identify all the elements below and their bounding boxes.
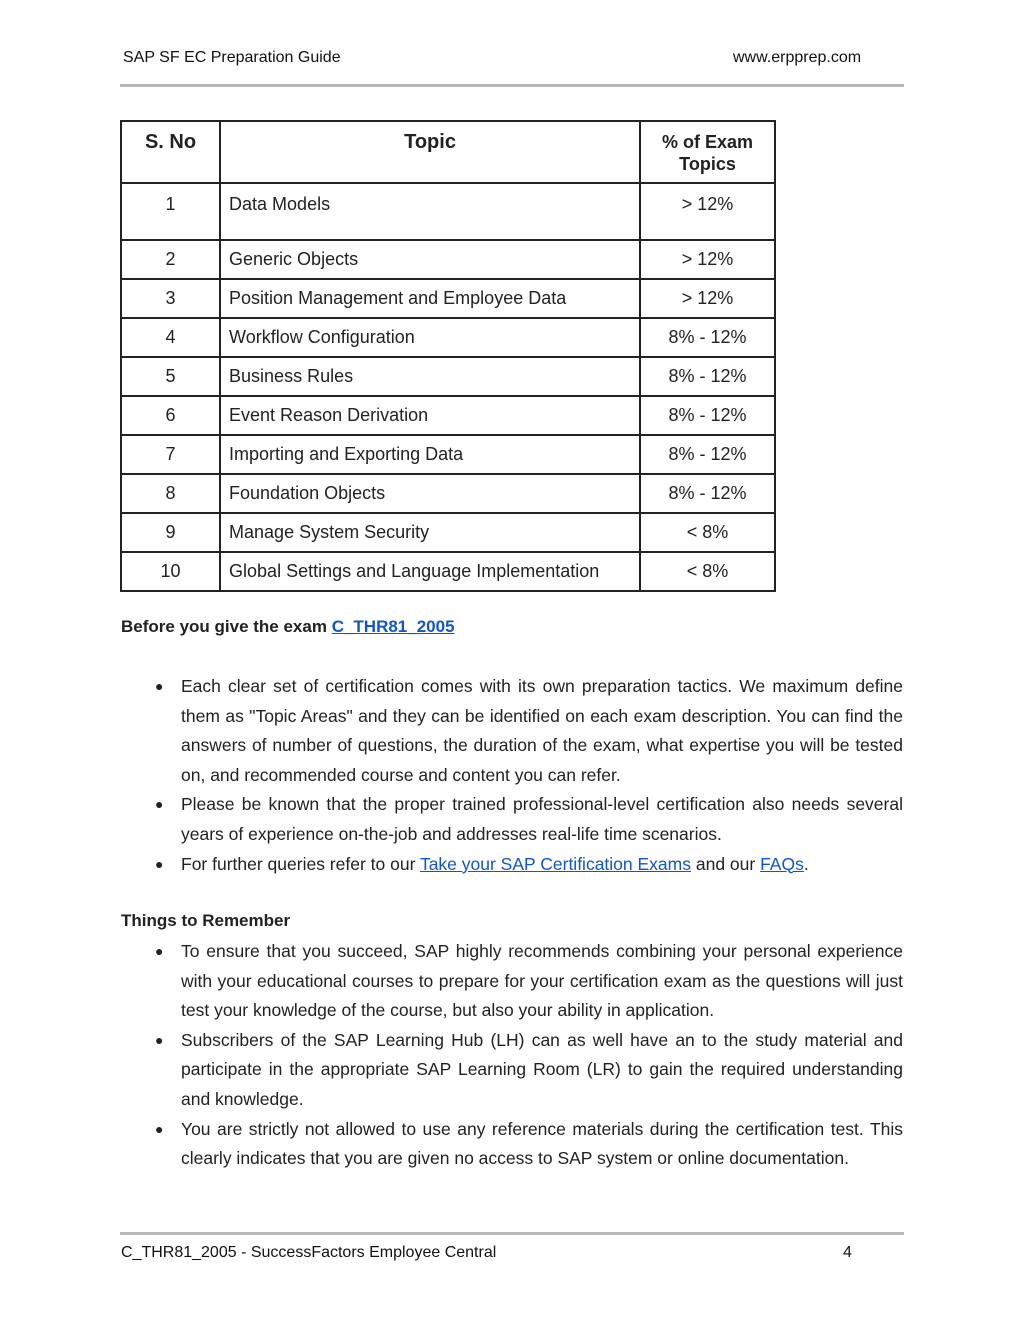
cell-topic: Foundation Objects	[220, 474, 640, 513]
cell-topic: Event Reason Derivation	[220, 396, 640, 435]
header-website: www.erpprep.com	[733, 49, 862, 66]
cell-percentage: 8% - 12%	[640, 435, 775, 474]
column-header-percentage: % of Exam Topics	[640, 121, 775, 183]
bullet-text: Please be known that the proper trained professional-level certification also needs several years of experience on-the-job and addresses real-life time scenarios.	[181, 794, 903, 844]
table-row	[121, 183, 775, 240]
cell-sno: 4	[121, 318, 220, 357]
footer-title: C_THR81_2005 - SuccessFactors Employee Central	[121, 1244, 497, 1261]
column-header-topic: Topic	[220, 121, 640, 183]
table-header-row	[121, 121, 775, 183]
table-row	[121, 240, 775, 279]
exam-topics-table	[120, 120, 776, 592]
table-row	[121, 474, 775, 513]
cell-topic: Manage System Security	[220, 513, 640, 552]
cell-topic: Global Settings and Language Implementation	[220, 552, 640, 591]
cell-topic: Importing and Exporting Data	[220, 435, 640, 474]
bullet-text: Each clear set of certification comes with its own preparation tactics. We maximum define them as "Topic Areas" and they can be identified on each exam description. You can find the answers of number of questions, the duration of the exam, what expertise you will be tested on, and recommended course and content you can refer.	[181, 676, 903, 785]
bullet-text-mid: and our	[691, 853, 761, 874]
faqs-link[interactable]: FAQs	[760, 853, 804, 874]
bullet-icon: ●	[155, 1031, 164, 1048]
cell-sno: 1	[121, 183, 220, 240]
bullet-icon: ●	[155, 796, 164, 813]
bullet-text: To ensure that you succeed, SAP highly recommends combining your personal experience with your educational courses to prepare for your certification exam as the questions will just test your knowledge of the course, but also your ability in application.	[181, 941, 903, 1021]
list-item	[155, 672, 903, 790]
before-exam-heading	[121, 617, 455, 637]
bullet-text: Subscribers of the SAP Learning Hub (LH) can as well have an to the study material and participate in the appropriate SAP Learning Room (LR) to gain the required understanding and knowledge.	[181, 1029, 903, 1109]
bullet-icon: ●	[155, 1120, 164, 1137]
cell-percentage: > 12%	[640, 183, 775, 240]
bullet-text-suffix: .	[803, 853, 809, 874]
cell-sno: 10	[121, 552, 220, 591]
list-item	[155, 850, 903, 880]
cell-topic: Data Models	[220, 183, 640, 240]
exam-code-link[interactable]: C_THR81_2005	[331, 617, 455, 636]
table-row	[121, 279, 775, 318]
things-to-remember-heading: Things to Remember	[121, 911, 291, 930]
list-item	[155, 790, 903, 849]
list-item	[155, 1026, 903, 1115]
cell-sno: 5	[121, 357, 220, 396]
cell-percentage: 8% - 12%	[640, 474, 775, 513]
table-row	[121, 552, 775, 591]
column-header-sno: S. No	[121, 121, 220, 183]
remember-bullet-list	[155, 937, 903, 1174]
preparation-bullet-list	[155, 672, 903, 879]
table-row	[121, 357, 775, 396]
cell-topic: Generic Objects	[220, 240, 640, 279]
table-row	[121, 513, 775, 552]
list-item	[155, 937, 903, 1026]
cell-percentage: 8% - 12%	[640, 396, 775, 435]
cell-percentage: 8% - 12%	[640, 318, 775, 357]
cell-sno: 6	[121, 396, 220, 435]
cell-sno: 2	[121, 240, 220, 279]
cell-topic: Business Rules	[220, 357, 640, 396]
bullet-text: You are strictly not allowed to use any reference materials during the certification test. This clearly indicates that you are given no access to SAP system or online documentation.	[181, 1118, 903, 1169]
cell-sno: 9	[121, 513, 220, 552]
bullet-icon: ●	[155, 943, 164, 959]
cell-percentage: < 8%	[640, 552, 775, 591]
header-divider	[120, 84, 904, 87]
before-exam-text: Before you give the exam	[121, 617, 332, 636]
cell-topic: Workflow Configuration	[220, 318, 640, 357]
cell-percentage: > 12%	[640, 240, 775, 279]
table-row	[121, 435, 775, 474]
table-row	[121, 396, 775, 435]
cell-sno: 8	[121, 474, 220, 513]
cell-percentage: > 12%	[640, 279, 775, 318]
page-number: 4	[843, 1244, 852, 1261]
bullet-text-prefix: For further queries refer to our	[181, 853, 420, 874]
certification-exams-link[interactable]: Take your SAP Certification Exams	[419, 853, 691, 874]
table-row	[121, 318, 775, 357]
footer-divider	[120, 1232, 904, 1235]
cell-topic: Position Management and Employee Data	[220, 279, 640, 318]
cell-percentage: 8% - 12%	[640, 357, 775, 396]
cell-percentage: < 8%	[640, 513, 775, 552]
cell-sno: 3	[121, 279, 220, 318]
cell-sno: 7	[121, 435, 220, 474]
bullet-icon: ●	[155, 678, 164, 694]
bullet-icon: ●	[155, 855, 164, 872]
list-item	[155, 1115, 903, 1174]
header-title: SAP SF EC Preparation Guide	[123, 49, 341, 66]
